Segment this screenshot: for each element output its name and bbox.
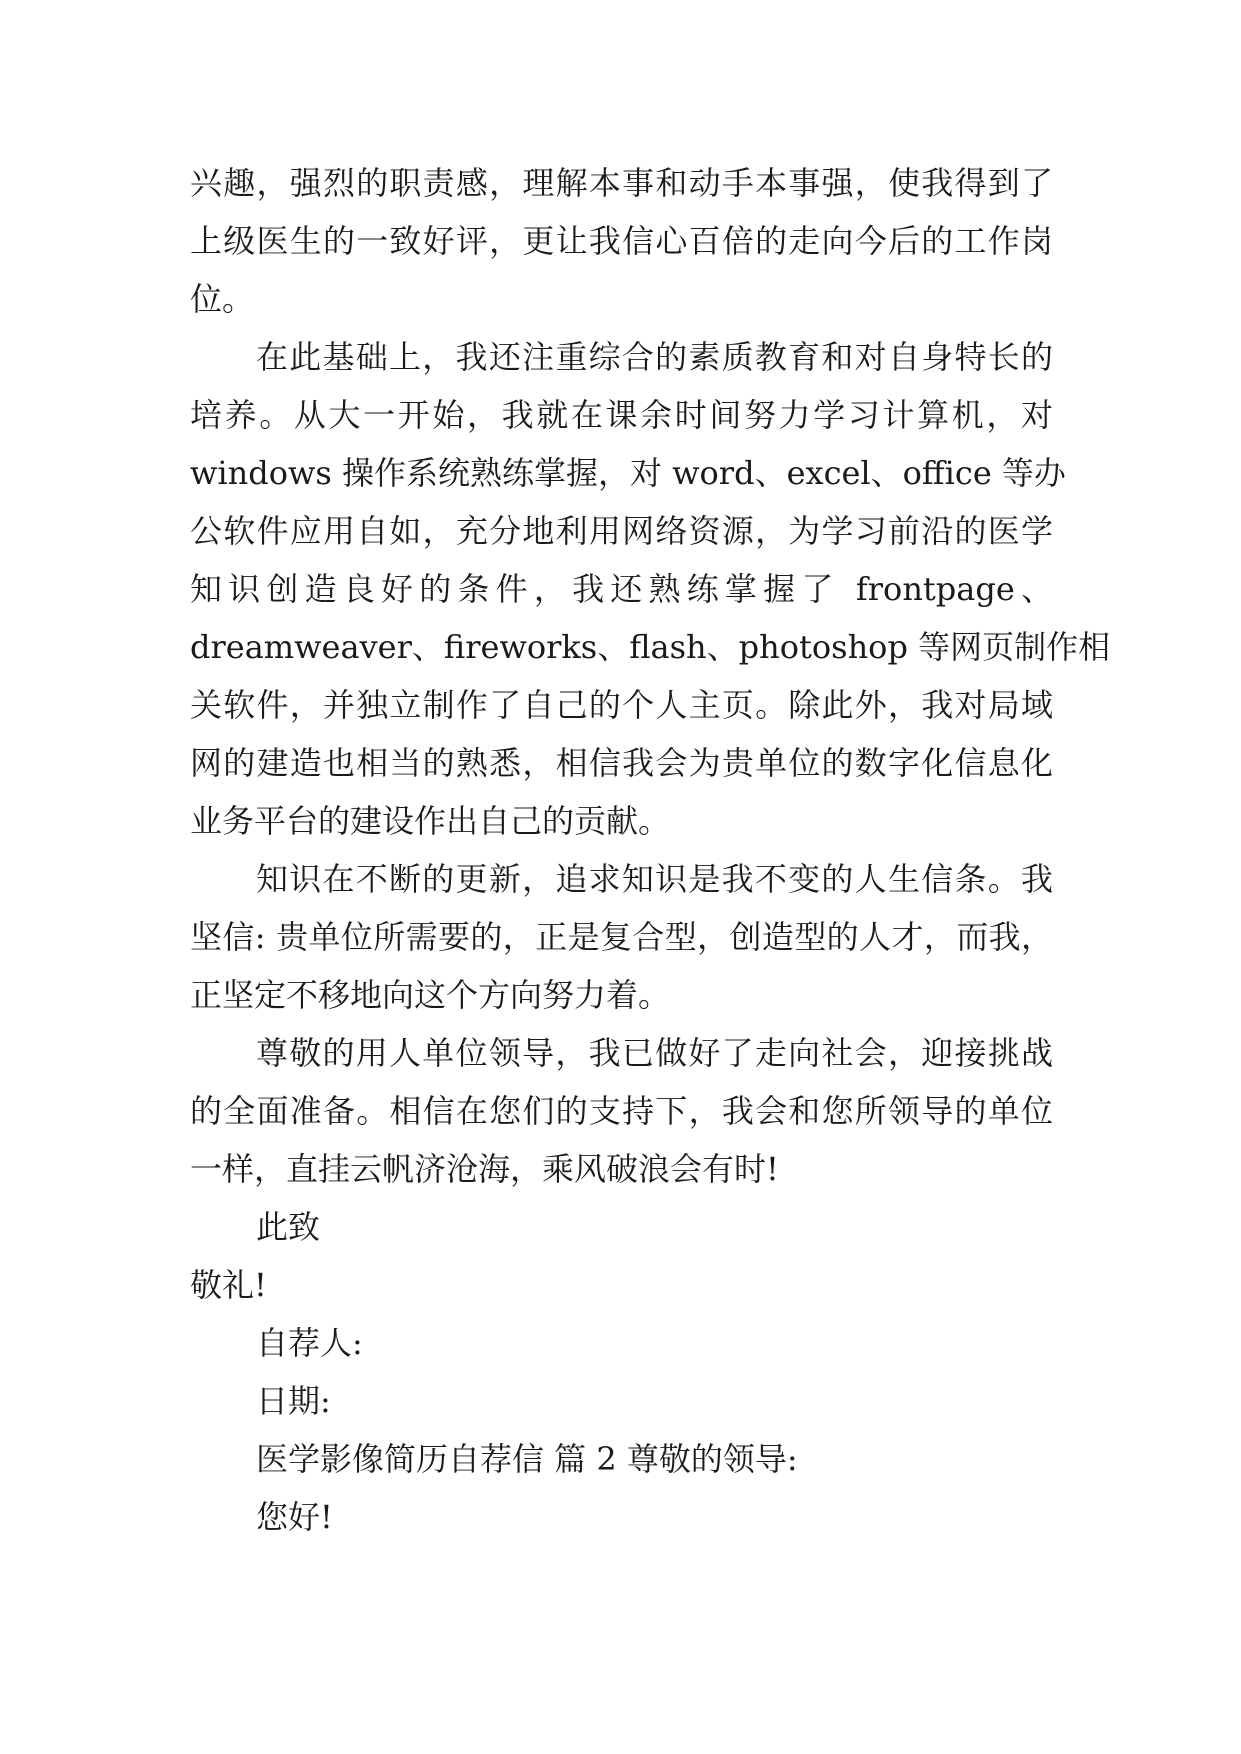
text-line: 知识创造良好的条件，我还熟练掌握了 frontpage、 <box>190 570 1053 608</box>
text-line: 兴趣，强烈的职责感，理解本事和动手本事强，使我得到了 <box>190 164 1053 202</box>
text-line: 上级医生的一致好评，更让我信心百倍的走向今后的工作岗 <box>190 222 1053 260</box>
text-line: 培养。从大一开始，我就在课余时间努力学习计算机，对 <box>190 396 1053 434</box>
text-line: dreamweaver、fireworks、flash、photoshop 等网页制作相 <box>190 628 1111 666</box>
text-line: 网的建造也相当的熟悉，相信我会为贵单位的数字化信息化 <box>190 744 1053 782</box>
letter-body <box>190 154 1111 1546</box>
text-line: 业务平台的建设作出自己的贡献。 <box>190 802 671 840</box>
text-line: 一样，直挂云帆济沧海，乘风破浪会有时! <box>190 1150 779 1188</box>
paragraph-start-line: 尊敬的用人单位领导，我已做好了走向社会，迎接挑战 <box>256 1034 1053 1072</box>
paragraph-start-line: 知识在不断的更新，追求知识是我不变的人生信条。我 <box>256 860 1053 898</box>
text-line: windows 操作系统熟练掌握，对 word、excel、office 等办 <box>190 454 1066 492</box>
text-line: 位。 <box>190 280 255 318</box>
salutation-line: 敬礼! <box>190 1266 267 1304</box>
closing-line: 此致 <box>256 1208 321 1246</box>
text-line: 公软件应用自如，充分地利用网络资源，为学习前沿的医学 <box>190 512 1053 550</box>
text-line: 正坚定不移地向这个方向努力着。 <box>190 976 671 1014</box>
text-line: 关软件，并独立制作了自己的个人主页。除此外，我对局域 <box>190 686 1053 724</box>
greeting-line: 您好! <box>256 1498 333 1536</box>
text-line: 坚信: 贵单位所需要的，正是复合型，创造型的人才，而我， <box>190 918 1053 956</box>
next-letter-heading: 医学影像简历自荐信 篇 2 尊敬的领导: <box>256 1440 798 1478</box>
date-line: 日期: <box>256 1382 331 1420</box>
paragraph-start-line: 在此基础上，我还注重综合的素质教育和对自身特长的 <box>256 338 1053 376</box>
text-line: 的全面准备。相信在您们的支持下，我会和您所领导的单位 <box>190 1092 1053 1130</box>
signature-line: 自荐人: <box>256 1324 363 1362</box>
